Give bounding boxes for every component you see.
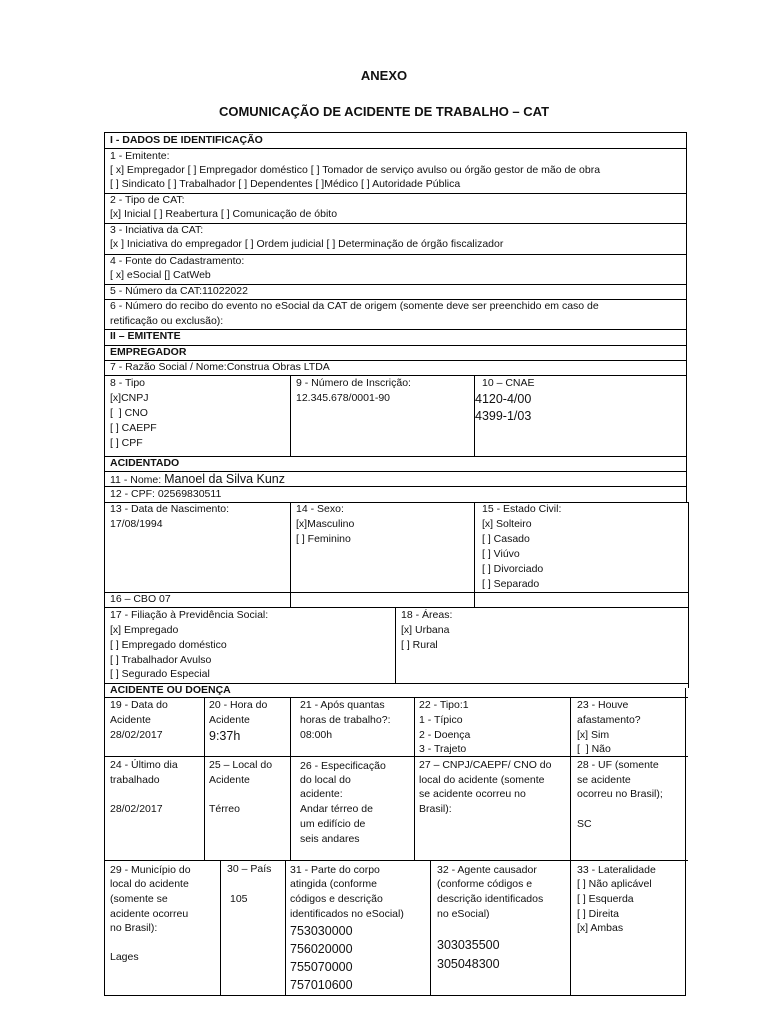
c26-line6: seis andares	[300, 833, 360, 845]
c32-line4: no eSocial)	[437, 908, 490, 920]
c31-line3: códigos e descrição	[290, 893, 383, 905]
filiacao-opt-avulso: [ ] Trabalhador Avulso	[110, 654, 212, 666]
page-title: COMUNICAÇÃO DE ACIDENTE DE TRABALHO – CAT	[218, 104, 550, 119]
c27-line3: se acidente ocorreu no	[419, 788, 526, 800]
c31-value-3: 755070000	[290, 960, 353, 974]
iniciativa-label: 3 - Inciativa da CAT:	[110, 224, 204, 236]
nome-value: Manoel da Silva Kunz	[164, 472, 285, 486]
c26-line4: Andar térreo de	[300, 803, 373, 815]
c23-opt-nao: [ ] Não	[577, 743, 611, 755]
filiacao-opt-domestico: [ ] Empregado doméstico	[110, 639, 227, 651]
c32-line3: descrição identificados	[437, 893, 544, 905]
empregador-header: EMPREGADOR	[110, 346, 187, 358]
c28-line3: ocorreu no Brasil);	[577, 788, 663, 800]
tipo-opt-cpf: [ ] CPF	[110, 437, 143, 449]
c33-opt-nao-aplicavel: [ ] Não aplicável	[577, 878, 652, 890]
c33-opt-esquerda: [ ] Esquerda	[577, 893, 634, 905]
estado-civil-label: 15 - Estado Civil:	[482, 503, 562, 515]
c32-line2: (conforme códigos e	[437, 878, 533, 890]
c29-line1: 29 - Município do	[110, 864, 191, 876]
sexo-label: 14 - Sexo:	[296, 503, 344, 515]
c25-line2: Acidente	[209, 774, 250, 786]
sexo-opt-feminino: [ ] Feminino	[296, 533, 351, 545]
recibo-line2: retificação ou exclusão):	[110, 315, 224, 327]
civil-opt-divorciado: [ ] Divorciado	[482, 563, 544, 575]
inscricao-value: 12.345.678/0001-90	[296, 392, 391, 404]
civil-opt-separado: [ ] Separado	[482, 578, 540, 590]
tipo-opt-cnpj: [x]CNPJ	[110, 392, 149, 404]
c28-line2: se acidente	[577, 774, 631, 786]
c19-line2: Acidente	[110, 714, 151, 726]
c30-label: 30 – País	[227, 863, 272, 875]
c25-line1: 25 – Local do	[209, 759, 273, 771]
c33-opt-ambas: [x] Ambas	[577, 922, 624, 934]
c21-line2: horas de trabalho?:	[300, 714, 391, 726]
filiacao-opt-especial: [ ] Segurado Especial	[110, 668, 210, 680]
acidentado-header: ACIDENTADO	[110, 457, 180, 469]
c24-line1: 24 - Último dia	[110, 759, 178, 771]
c33-opt-direita: [ ] Direita	[577, 908, 620, 920]
c29-line5: no Brasil):	[110, 922, 158, 934]
filiacao-opt-empregado: [x] Empregado	[110, 624, 179, 636]
sexo-opt-masculino: [x]Masculino	[296, 518, 355, 530]
fonte-label: 4 - Fonte do Cadastramento:	[110, 255, 245, 267]
c22-line2: 1 - Típico	[419, 714, 463, 726]
c29-line3: (somente se	[110, 893, 168, 905]
numero-cat: 5 - Número da CAT:11022022	[110, 285, 248, 297]
civil-opt-solteiro: [x] Solteiro	[482, 518, 532, 530]
c32-value-2: 305048300	[437, 957, 500, 971]
emitente-label: 1 - Emitente:	[110, 150, 170, 162]
c22-line3: 2 - Doença	[419, 729, 471, 741]
c20-value: 9:37h	[209, 729, 241, 743]
civil-opt-viuvo: [ ] Viúvo	[482, 548, 520, 560]
tipo-opt-cno: [ ] CNO	[110, 407, 148, 419]
c21-value: 08:00h	[300, 729, 333, 741]
c21-line1: 21 - Após quantas	[300, 699, 385, 711]
cnae-label: 10 – CNAE	[482, 377, 535, 389]
page-heading-anexo: ANEXO	[360, 68, 408, 83]
cnae-value-1: 4120-4/00	[475, 392, 532, 406]
c27-line2: local do acidente (somente	[419, 774, 545, 786]
section-identificacao-header: I - DADOS DE IDENTIFICAÇÃO	[110, 134, 263, 146]
c20-line1: 20 - Hora do	[209, 699, 268, 711]
c32-value-1: 303035500	[437, 938, 500, 952]
c26-line2: do local do	[300, 774, 351, 786]
c31-value-1: 753030000	[290, 924, 353, 938]
tipo-inscricao-label: 8 - Tipo	[110, 377, 146, 389]
c24-line2: trabalhado	[110, 774, 160, 786]
emitente-options-line2: [ ] Sindicato [ ] Trabalhador [ ] Dependentes [ ]Médico [ ] Autoridade Pública	[110, 178, 461, 190]
nascimento-label: 13 - Data de Nascimento:	[110, 503, 230, 515]
filiacao-label: 17 - Filiação à Previdência Social:	[110, 609, 269, 621]
c27-line4: Brasil):	[419, 803, 452, 815]
areas-opt-urbana: [x] Urbana	[401, 624, 450, 636]
c22-line4: 3 - Trajeto	[419, 743, 467, 755]
c31-value-4: 757010600	[290, 978, 353, 992]
emitente-options-line1: [ x] Empregador [ ] Empregador doméstico [ ] Tomador de serviço avulso ou órgão gestor de mão de obra	[110, 164, 601, 176]
c29-line2: local do acidente	[110, 878, 189, 890]
c22-line1: 22 - Tipo:1	[419, 699, 469, 711]
c19-value: 28/02/2017	[110, 729, 163, 741]
civil-opt-casado: [ ] Casado	[482, 533, 530, 545]
c27-line1: 27 – CNPJ/CAEPF/ CNO do	[419, 759, 552, 771]
section-emitente-header: II – EMITENTE	[110, 330, 181, 342]
cbo-field: 16 – CBO 07	[110, 593, 171, 605]
tipo-cat-options: [x] Inicial [ ] Reabertura [ ] Comunicação de óbito	[110, 208, 338, 220]
c31-line4: identificados no eSocial)	[290, 908, 404, 920]
areas-label: 18 - Áreas:	[401, 609, 453, 621]
c26-line3: acidente:	[300, 788, 343, 800]
c23-opt-sim: [x] Sim	[577, 729, 610, 741]
c31-value-2: 756020000	[290, 942, 353, 956]
acidente-header: ACIDENTE OU DOENÇA	[110, 684, 231, 696]
iniciativa-options: [x ] Iniciativa do empregador [ ] Ordem judicial [ ] Determinação de órgão fiscalizador	[110, 238, 504, 250]
c32-line1: 32 - Agente causador	[437, 864, 537, 876]
c31-line1: 31 - Parte do corpo	[290, 864, 380, 876]
razao-social: 7 - Razão Social / Nome:Construa Obras LTDA	[110, 361, 330, 373]
c25-value: Térreo	[209, 803, 240, 815]
c26-line1: 26 - Especificação	[300, 760, 386, 772]
cnae-value-2: 4399-1/03	[475, 409, 532, 423]
nascimento-value: 17/08/1994	[110, 518, 163, 530]
tipo-opt-caepf: [ ] CAEPF	[110, 422, 157, 434]
nome-label: 11 - Nome:	[110, 474, 165, 486]
c19-line1: 19 - Data do	[110, 699, 168, 711]
c20-line2: Acidente	[209, 714, 250, 726]
c29-line4: acidente ocorreu	[110, 908, 189, 920]
c23-line2: afastamento?	[577, 714, 641, 726]
inscricao-label: 9 - Número de Inscrição:	[296, 377, 411, 389]
c30-value: 105	[230, 893, 248, 905]
c24-value: 28/02/2017	[110, 803, 163, 815]
recibo-line1: 6 - Número do recibo do evento no eSocial da CAT de origem (somente deve ser preenchido em caso de	[110, 300, 599, 312]
nome-field	[110, 471, 285, 488]
c33-label: 33 - Lateralidade	[577, 864, 656, 876]
areas-opt-rural: [ ] Rural	[401, 639, 438, 651]
cpf-field: 12 - CPF: 02569830511	[110, 488, 222, 500]
c31-line2: atingida (conforme	[290, 878, 377, 890]
fonte-options: [ x] eSocial [] CatWeb	[110, 269, 211, 281]
c28-value: SC	[577, 818, 592, 830]
tipo-cat-label: 2 - Tipo de CAT:	[110, 194, 185, 206]
c23-line1: 23 - Houve	[577, 699, 629, 711]
c26-line5: um edifício de	[300, 818, 366, 830]
c28-line1: 28 - UF (somente	[577, 759, 659, 771]
c29-value: Lages	[110, 951, 139, 963]
